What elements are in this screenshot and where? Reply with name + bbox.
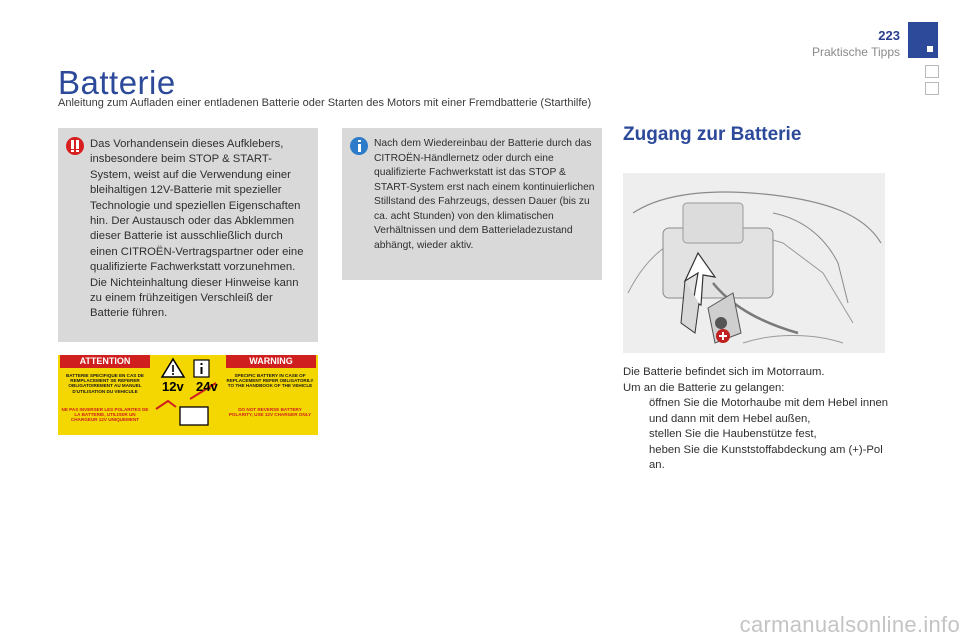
label-12v: 12v xyxy=(162,379,184,394)
watermark: carmanualsonline.info xyxy=(739,612,960,637)
intro-line-2: Um an die Batterie zu gelangen: xyxy=(623,381,785,394)
section-heading: Zugang zur Batterie xyxy=(623,124,802,145)
engine-bay-drawing xyxy=(623,173,885,353)
chapter-marker xyxy=(925,65,939,78)
warning-text: Das Vorhandensein dieses Aufklebers, insbesondere beim STOP & START-System, weist auf die Verwendung einer bleihaltigen 12V-Batterie mit spezieller Technologie und speziellen Eigenschaften hin. Der Austausch oder das Abklemmen dieser Batterie ist ausschließlich durch einen CITROËN-Vertragspartner oder eine qualifizierte Fachwerkstatt vorzunehmen. Die Nichteinhaltung dieser Hinweise kann zu einem frühzeitigen Verschleiß der Batterie führen. xyxy=(90,138,304,320)
chapter-marker xyxy=(925,82,939,95)
page-title: Batterie xyxy=(58,64,176,101)
step-text: stellen Sie die Haubenstütze fest, xyxy=(649,428,817,440)
page-number: 223 xyxy=(878,28,900,43)
label-right-text: SPECIFIC BATTERY IN CASE OF REPLACEMENT REFER OBLIGATORILY TO THE HANDBOOK OF THE VEHICLE xyxy=(226,373,314,389)
list-item xyxy=(623,443,893,474)
engine-bay-illustration xyxy=(623,173,885,353)
step-text: heben Sie die Kunststoffabdeckung am (+)-Pol an. xyxy=(649,443,883,471)
warning-exclamation-icon xyxy=(66,137,84,155)
label-left-red-text: NE PAS INVERSER LES POLARITES DE LA BATTERIE, UTILISER UN CHARGEUR 12V UNIQUEMENT xyxy=(61,407,149,423)
label-24v: 24v xyxy=(196,379,218,394)
info-text: Nach dem Wiedereinbau der Batterie durch das CITROËN-Händlernetz oder durch eine qualifizierte Fachwerkstatt ist das STOP & START-System erst nach einem kontinuierlichen Stillstand des Fahrzeugs, dessen Dauer (bis zu ca. acht Stunden) von den klimatischen Verhältnissen und dem Batterieladezustand abhängt, wieder aktiv. xyxy=(374,138,595,251)
list-item xyxy=(623,396,893,427)
section-name: Praktische Tipps xyxy=(811,45,900,59)
list-item xyxy=(623,427,893,443)
info-box xyxy=(342,128,602,280)
label-left-text: BATTERIE SPECIFIQUE EN CAS DE REMPLACEMENT SE REFERER OBLIGATOIREMENT AU MANUEL D'UTILISATION DU VEHICULE xyxy=(65,373,145,394)
label-right-red-text: DO NOT REVERSE BATTERY POLARITY, USE 12V CHARGER ONLY xyxy=(228,407,312,418)
info-icon xyxy=(350,137,368,155)
page-subtitle: Anleitung zum Aufladen einer entladenen Batterie oder Starten des Motors mit einer Fremdbatterie (Starthilfe) xyxy=(58,97,592,109)
label-warning-header: WARNING xyxy=(226,355,316,368)
intro-line-1: Die Batterie befindet sich im Motorraum. xyxy=(623,366,825,378)
warning-box xyxy=(58,128,318,342)
battery-pictogram-icon xyxy=(154,357,222,433)
access-instructions xyxy=(623,365,893,474)
chapter-tab xyxy=(908,22,938,58)
battery-warning-label xyxy=(58,355,318,435)
step-text: öffnen Sie die Motorhaube mit dem Hebel innen und dann mit dem Hebel außen, xyxy=(649,397,889,425)
label-attention-header: ATTENTION xyxy=(60,355,150,368)
